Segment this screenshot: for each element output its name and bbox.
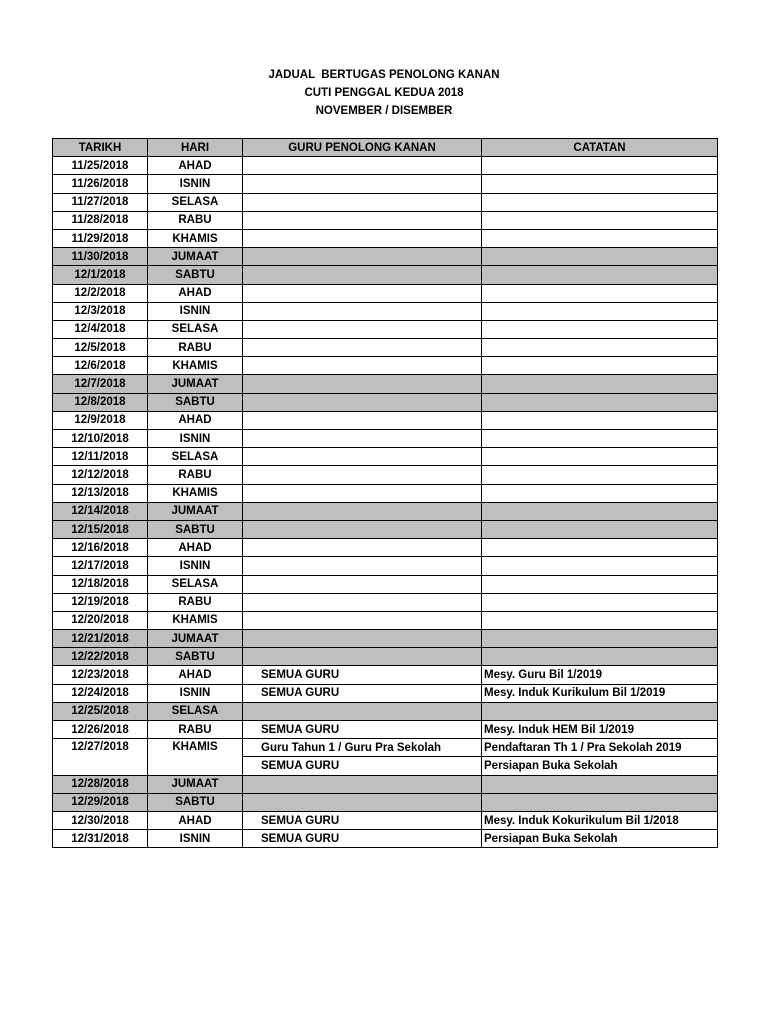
cell-guru bbox=[243, 211, 482, 229]
cell-tarikh: 12/26/2018 bbox=[53, 721, 148, 739]
cell-hari: AHAD bbox=[148, 157, 243, 175]
table-row bbox=[53, 484, 718, 502]
cell-tarikh: 12/2/2018 bbox=[53, 284, 148, 302]
cell-catatan: Mesy. Induk Kokurikulum Bil 1/2018 bbox=[482, 811, 718, 829]
cell-catatan bbox=[482, 411, 718, 429]
document-title bbox=[0, 66, 768, 120]
header-tarikh: TARIKH bbox=[53, 139, 148, 157]
cell-catatan bbox=[482, 339, 718, 357]
table-row bbox=[53, 630, 718, 648]
cell-hari: AHAD bbox=[148, 666, 243, 684]
cell-hari: ISNIN bbox=[148, 175, 243, 193]
cell-guru bbox=[243, 502, 482, 520]
cell-tarikh: 12/12/2018 bbox=[53, 466, 148, 484]
cell-tarikh: 12/20/2018 bbox=[53, 611, 148, 629]
cell-catatan bbox=[482, 302, 718, 320]
cell-tarikh: 12/28/2018 bbox=[53, 775, 148, 793]
cell-guru bbox=[243, 557, 482, 575]
cell-guru bbox=[243, 430, 482, 448]
cell-catatan bbox=[482, 284, 718, 302]
cell-hari: AHAD bbox=[148, 539, 243, 557]
cell-catatan bbox=[482, 611, 718, 629]
table-row bbox=[53, 157, 718, 175]
cell-catatan bbox=[482, 211, 718, 229]
cell-hari: KHAMIS bbox=[148, 739, 243, 775]
cell-tarikh: 12/3/2018 bbox=[53, 302, 148, 320]
cell-tarikh: 12/27/2018 bbox=[53, 739, 148, 775]
table-row bbox=[53, 830, 718, 848]
table-row bbox=[53, 811, 718, 829]
cell-guru bbox=[243, 175, 482, 193]
cell-catatan: Persiapan Buka Sekolah bbox=[482, 830, 718, 848]
cell-catatan bbox=[482, 575, 718, 593]
cell-guru bbox=[243, 266, 482, 284]
cell-tarikh: 12/31/2018 bbox=[53, 830, 148, 848]
table-row bbox=[53, 648, 718, 666]
cell-guru: SEMUA GURU bbox=[243, 811, 482, 829]
cell-catatan bbox=[482, 157, 718, 175]
cell-hari: AHAD bbox=[148, 284, 243, 302]
table-row bbox=[53, 666, 718, 684]
cell-tarikh: 12/17/2018 bbox=[53, 557, 148, 575]
cell-catatan bbox=[482, 702, 718, 720]
cell-hari: JUMAAT bbox=[148, 630, 243, 648]
cell-guru bbox=[243, 229, 482, 247]
cell-hari: ISNIN bbox=[148, 302, 243, 320]
cell-guru bbox=[243, 193, 482, 211]
cell-guru: SEMUA GURU bbox=[243, 830, 482, 848]
table-row bbox=[53, 466, 718, 484]
table-row bbox=[53, 339, 718, 357]
cell-hari: SABTU bbox=[148, 648, 243, 666]
cell-guru bbox=[243, 375, 482, 393]
cell-guru bbox=[243, 466, 482, 484]
cell-hari: SABTU bbox=[148, 266, 243, 284]
cell-tarikh: 12/7/2018 bbox=[53, 375, 148, 393]
table-row bbox=[53, 593, 718, 611]
cell-hari: KHAMIS bbox=[148, 357, 243, 375]
table-row bbox=[53, 229, 718, 247]
cell-tarikh: 11/29/2018 bbox=[53, 229, 148, 247]
cell-hari: SELASA bbox=[148, 575, 243, 593]
table-row bbox=[53, 320, 718, 338]
cell-catatan bbox=[482, 593, 718, 611]
cell-hari: JUMAAT bbox=[148, 775, 243, 793]
table-row bbox=[53, 266, 718, 284]
cell-hari: SELASA bbox=[148, 320, 243, 338]
title-line-3: NOVEMBER / DISEMBER bbox=[315, 105, 453, 117]
cell-hari: KHAMIS bbox=[148, 229, 243, 247]
cell-tarikh: 12/10/2018 bbox=[53, 430, 148, 448]
table-row bbox=[53, 411, 718, 429]
cell-hari: JUMAAT bbox=[148, 375, 243, 393]
cell-tarikh: 12/23/2018 bbox=[53, 666, 148, 684]
cell-catatan bbox=[482, 393, 718, 411]
table-row bbox=[53, 375, 718, 393]
table-row bbox=[53, 611, 718, 629]
cell-guru bbox=[243, 411, 482, 429]
cell-guru bbox=[243, 357, 482, 375]
table-row bbox=[53, 520, 718, 538]
cell-catatan bbox=[482, 193, 718, 211]
cell-tarikh: 12/15/2018 bbox=[53, 520, 148, 538]
cell-tarikh: 12/8/2018 bbox=[53, 393, 148, 411]
table-row bbox=[53, 557, 718, 575]
table-row bbox=[53, 775, 718, 793]
cell-hari: KHAMIS bbox=[148, 611, 243, 629]
cell-hari: ISNIN bbox=[148, 430, 243, 448]
table-row bbox=[53, 448, 718, 466]
cell-hari: RABU bbox=[148, 593, 243, 611]
table-row bbox=[53, 357, 718, 375]
cell-catatan bbox=[482, 539, 718, 557]
cell-tarikh: 12/6/2018 bbox=[53, 357, 148, 375]
cell-hari: SELASA bbox=[148, 193, 243, 211]
duty-schedule-table bbox=[52, 138, 718, 848]
header-hari: HARI bbox=[148, 139, 243, 157]
cell-catatan: Pendaftaran Th 1 / Pra Sekolah 2019 bbox=[482, 739, 718, 757]
cell-tarikh: 12/19/2018 bbox=[53, 593, 148, 611]
cell-guru bbox=[243, 539, 482, 557]
cell-tarikh: 11/30/2018 bbox=[53, 248, 148, 266]
cell-tarikh: 12/21/2018 bbox=[53, 630, 148, 648]
cell-tarikh: 12/29/2018 bbox=[53, 793, 148, 811]
cell-guru bbox=[243, 520, 482, 538]
table-row bbox=[53, 193, 718, 211]
title-line-2: CUTI PENGGAL KEDUA 2018 bbox=[304, 87, 464, 99]
cell-guru bbox=[243, 611, 482, 629]
cell-catatan bbox=[482, 466, 718, 484]
cell-guru bbox=[243, 284, 482, 302]
cell-catatan bbox=[482, 775, 718, 793]
cell-hari: ISNIN bbox=[148, 557, 243, 575]
table-row bbox=[53, 284, 718, 302]
table-row bbox=[53, 721, 718, 739]
cell-tarikh: 12/24/2018 bbox=[53, 684, 148, 702]
table-row bbox=[53, 575, 718, 593]
cell-guru bbox=[243, 648, 482, 666]
table-row bbox=[53, 539, 718, 557]
cell-guru bbox=[243, 484, 482, 502]
cell-tarikh: 12/1/2018 bbox=[53, 266, 148, 284]
cell-guru: SEMUA GURU bbox=[243, 666, 482, 684]
cell-hari: SABTU bbox=[148, 393, 243, 411]
cell-hari: ISNIN bbox=[148, 684, 243, 702]
cell-guru bbox=[243, 393, 482, 411]
cell-tarikh: 12/16/2018 bbox=[53, 539, 148, 557]
cell-tarikh: 12/9/2018 bbox=[53, 411, 148, 429]
table-row bbox=[53, 502, 718, 520]
cell-catatan bbox=[482, 557, 718, 575]
cell-tarikh: 12/14/2018 bbox=[53, 502, 148, 520]
cell-catatan: Mesy. Guru Bil 1/2019 bbox=[482, 666, 718, 684]
cell-guru: SEMUA GURU bbox=[243, 757, 482, 775]
cell-catatan: Persiapan Buka Sekolah bbox=[482, 757, 718, 775]
cell-hari: SABTU bbox=[148, 520, 243, 538]
cell-guru bbox=[243, 157, 482, 175]
cell-tarikh: 11/27/2018 bbox=[53, 193, 148, 211]
table-row bbox=[53, 211, 718, 229]
cell-catatan bbox=[482, 229, 718, 247]
cell-guru bbox=[243, 575, 482, 593]
header-guru-penolong-kanan: GURU PENOLONG KANAN bbox=[243, 139, 482, 157]
cell-hari: JUMAAT bbox=[148, 248, 243, 266]
cell-catatan bbox=[482, 484, 718, 502]
header-catatan: CATATAN bbox=[482, 139, 718, 157]
cell-catatan bbox=[482, 357, 718, 375]
cell-guru: SEMUA GURU bbox=[243, 684, 482, 702]
cell-guru: Guru Tahun 1 / Guru Pra Sekolah bbox=[243, 739, 482, 757]
cell-catatan bbox=[482, 430, 718, 448]
table-row bbox=[53, 684, 718, 702]
cell-guru bbox=[243, 248, 482, 266]
cell-hari: JUMAAT bbox=[148, 502, 243, 520]
cell-tarikh: 12/25/2018 bbox=[53, 702, 148, 720]
cell-tarikh: 11/25/2018 bbox=[53, 157, 148, 175]
cell-guru bbox=[243, 775, 482, 793]
cell-guru bbox=[243, 593, 482, 611]
cell-guru bbox=[243, 630, 482, 648]
table-row bbox=[53, 739, 718, 757]
cell-catatan bbox=[482, 502, 718, 520]
cell-tarikh: 12/30/2018 bbox=[53, 811, 148, 829]
cell-catatan bbox=[482, 648, 718, 666]
table-row bbox=[53, 793, 718, 811]
cell-tarikh: 12/5/2018 bbox=[53, 339, 148, 357]
cell-hari: RABU bbox=[148, 466, 243, 484]
table-header-row bbox=[53, 139, 718, 157]
cell-guru bbox=[243, 702, 482, 720]
table-row bbox=[53, 702, 718, 720]
table-row bbox=[53, 302, 718, 320]
cell-hari: KHAMIS bbox=[148, 484, 243, 502]
cell-guru bbox=[243, 448, 482, 466]
cell-catatan: Mesy. Induk HEM Bil 1/2019 bbox=[482, 721, 718, 739]
cell-hari: RABU bbox=[148, 339, 243, 357]
cell-hari: AHAD bbox=[148, 411, 243, 429]
title-line-1: JADUAL BERTUGAS PENOLONG KANAN bbox=[268, 69, 500, 81]
cell-catatan bbox=[482, 266, 718, 284]
cell-tarikh: 11/26/2018 bbox=[53, 175, 148, 193]
cell-hari: ISNIN bbox=[148, 830, 243, 848]
table-body bbox=[53, 157, 718, 848]
table-row bbox=[53, 248, 718, 266]
cell-tarikh: 12/22/2018 bbox=[53, 648, 148, 666]
cell-hari: SELASA bbox=[148, 448, 243, 466]
cell-catatan bbox=[482, 520, 718, 538]
cell-catatan: Mesy. Induk Kurikulum Bil 1/2019 bbox=[482, 684, 718, 702]
cell-hari: RABU bbox=[148, 211, 243, 229]
cell-tarikh: 12/11/2018 bbox=[53, 448, 148, 466]
cell-tarikh: 12/13/2018 bbox=[53, 484, 148, 502]
cell-catatan bbox=[482, 793, 718, 811]
cell-catatan bbox=[482, 175, 718, 193]
cell-guru: SEMUA GURU bbox=[243, 721, 482, 739]
cell-hari: RABU bbox=[148, 721, 243, 739]
cell-tarikh: 12/18/2018 bbox=[53, 575, 148, 593]
cell-catatan bbox=[482, 375, 718, 393]
cell-hari: SELASA bbox=[148, 702, 243, 720]
cell-catatan bbox=[482, 320, 718, 338]
cell-guru bbox=[243, 339, 482, 357]
cell-hari: SABTU bbox=[148, 793, 243, 811]
cell-guru bbox=[243, 302, 482, 320]
cell-catatan bbox=[482, 448, 718, 466]
table-row bbox=[53, 175, 718, 193]
cell-tarikh: 11/28/2018 bbox=[53, 211, 148, 229]
table-row bbox=[53, 393, 718, 411]
cell-tarikh: 12/4/2018 bbox=[53, 320, 148, 338]
cell-guru bbox=[243, 320, 482, 338]
cell-hari: AHAD bbox=[148, 811, 243, 829]
cell-catatan bbox=[482, 630, 718, 648]
cell-guru bbox=[243, 793, 482, 811]
table-row bbox=[53, 430, 718, 448]
cell-catatan bbox=[482, 248, 718, 266]
